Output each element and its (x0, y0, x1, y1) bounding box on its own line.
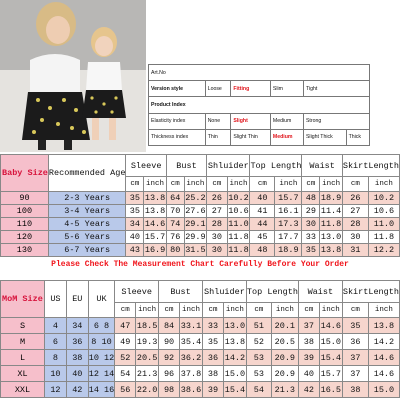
shoulder-cm-cell: 33 (202, 318, 223, 334)
unit-inch: inch (136, 303, 159, 318)
size-cell: L (1, 350, 45, 366)
bust-cm-cell: 76 (166, 231, 184, 244)
skirt-length-inch-cell: 13.8 (368, 318, 399, 334)
unit-inch: inch (368, 303, 399, 318)
eu-cell: 38 (66, 350, 88, 366)
unit-cm: cm (166, 177, 184, 192)
waist-cm-cell: 48 (302, 192, 320, 205)
shoulder-cm-cell: 35 (202, 334, 223, 350)
uk-cell: 10 12 (88, 350, 115, 366)
shoulder-header: Shluider (202, 281, 246, 303)
sleeve-inch-cell: 16.9 (144, 245, 166, 255)
top-length-inch-cell: 20.1 (271, 318, 298, 334)
top-length-cm-cell: 48 (250, 244, 275, 257)
us-cell: 8 (44, 350, 66, 366)
shoulder-cm-cell: 36 (202, 350, 223, 366)
shoulder-cm-cell: 38 (202, 366, 223, 382)
baby-size-table (0, 154, 400, 257)
sleeve-cm-cell: 47 (115, 318, 136, 334)
unit-inch: inch (144, 177, 166, 192)
size-cell: 90 (1, 192, 49, 205)
age-cell: 3-4 Years (48, 205, 126, 218)
elasticity-slight: Slight (231, 113, 271, 129)
sleeve-inch-cell: 13.8 (144, 206, 166, 216)
sleeve-cm-cell: 35 (126, 205, 144, 218)
thickness-slight-thin: Slight Thin (231, 129, 271, 145)
top-length-cm-cell: 44 (250, 218, 275, 231)
skirt-length-cm-cell: 26 (342, 192, 368, 205)
waist-cm-cell: 30 (302, 218, 320, 231)
sleeve-cm-cell: 40 (126, 231, 144, 244)
bust-cm-cell: 92 (159, 350, 180, 366)
thickness-medium: Medium (270, 129, 303, 145)
skirt-length-header: SkirtLength (342, 281, 399, 303)
shoulder-inch-cell: 10.2 (228, 193, 249, 203)
unit-inch: inch (180, 303, 203, 318)
table-row (1, 231, 400, 244)
version-loose: Loose (205, 81, 231, 97)
skirt-length-inch-cell: 14.2 (368, 334, 399, 350)
waist-inch-cell: 11.4 (320, 206, 342, 216)
bust-cm-cell: 64 (166, 192, 184, 205)
version-slim: Slim (270, 81, 303, 97)
uk-cell: 8 10 (88, 334, 115, 350)
unit-cm: cm (159, 303, 180, 318)
skirt-length-cm-cell: 37 (342, 366, 368, 382)
size-cell: XXL (1, 382, 45, 398)
eu-header: EU (66, 281, 88, 318)
waist-header: Waist (302, 155, 342, 177)
size-cell: M (1, 334, 45, 350)
shoulder-cm-cell: 30 (207, 231, 227, 244)
skirt-length-header: SkirtLength (342, 155, 399, 177)
shoulder-inch-cell: 11.0 (228, 219, 249, 229)
table-row (1, 205, 400, 218)
skirt-length-cm-cell: 28 (342, 218, 368, 231)
top-length-cm-cell: 53 (246, 350, 271, 366)
top-length-cm-cell: 52 (246, 334, 271, 350)
eu-cell: 36 (66, 334, 88, 350)
elasticity-none: None (205, 113, 231, 129)
unit-inch: inch (320, 177, 342, 192)
skirt-length-inch-cell: 10.6 (368, 205, 399, 218)
waist-cm-cell: 40 (298, 366, 319, 382)
us-cell: 10 (44, 366, 66, 382)
bust-cm-cell: 96 (159, 366, 180, 382)
unit-cm: cm (115, 303, 136, 318)
size-cell: 120 (1, 231, 49, 244)
skirt-length-inch-cell: 11.8 (368, 231, 399, 244)
waist-inch-cell: 14.6 (319, 318, 342, 334)
shoulder-cm-cell: 26 (207, 192, 227, 205)
waist-cm-cell: 37 (298, 318, 319, 334)
unit-inch: inch (271, 303, 298, 318)
bust-inch-cell: 29.1 (185, 219, 206, 229)
unit-cm: cm (342, 177, 368, 192)
size-cell: 100 (1, 205, 49, 218)
sleeve-inch-cell: 13.8 (144, 193, 166, 203)
measurement-notice: Please Check The Measurement Chart Carefully Before Your Order (51, 260, 349, 269)
skirt-length-inch-cell: 12.2 (368, 244, 399, 257)
eu-cell: 40 (66, 366, 88, 382)
waist-cm-cell: 29 (302, 205, 320, 218)
sleeve-cm-cell: 56 (115, 382, 136, 398)
bust-inch-cell: 38.6 (180, 382, 203, 398)
shoulder-inch-cell: 15.4 (223, 382, 246, 398)
shoulder-cm-cell: 27 (207, 205, 227, 218)
sleeve-cm-cell: 49 (115, 334, 136, 350)
sleeve-inch-cell: 15.7 (144, 232, 166, 242)
sleeve-inch-cell: 22.0 (136, 382, 159, 398)
shoulder-inch-cell: 13.8 (223, 334, 246, 350)
bust-header: Bust (159, 281, 203, 303)
waist-inch-cell: 11.8 (320, 219, 342, 229)
size-cell: 110 (1, 218, 49, 231)
uk-cell: 14 16 (88, 382, 115, 398)
sleeve-cm-cell: 35 (126, 192, 144, 205)
unit-inch: inch (368, 177, 399, 192)
skirt-length-cm-cell: 27 (342, 205, 368, 218)
waist-cm-cell: 38 (298, 334, 319, 350)
skirt-length-cm-cell: 35 (342, 318, 368, 334)
shoulder-inch-cell: 13.0 (223, 318, 246, 334)
age-cell: 5-6 Years (48, 231, 126, 244)
unit-cm: cm (207, 177, 227, 192)
us-cell: 12 (44, 382, 66, 398)
top-length-inch-cell: 16.1 (275, 205, 302, 218)
bust-header: Bust (166, 155, 206, 177)
waist-inch-cell: 13.0 (320, 232, 342, 242)
uk-header: UK (88, 281, 115, 318)
top-length-cm-cell: 41 (250, 205, 275, 218)
age-cell: 4-5 Years (48, 218, 126, 231)
sleeve-cm-cell: 54 (115, 366, 136, 382)
bust-inch-cell: 37.8 (180, 366, 203, 382)
elasticity-strong: Strong (303, 113, 369, 129)
top-length-cm-cell: 40 (250, 192, 275, 205)
bust-cm-cell: 70 (166, 205, 184, 218)
sleeve-inch-cell: 21.3 (136, 366, 159, 382)
product-photo (0, 0, 146, 152)
skirt-length-cm-cell: 36 (342, 334, 368, 350)
product-index-table (148, 64, 370, 146)
unit-cm: cm (250, 177, 275, 192)
waist-header: Waist (298, 281, 342, 303)
skirt-length-inch-cell: 11.0 (368, 218, 399, 231)
mother-daughter-photo (0, 0, 146, 152)
shoulder-inch-cell: 14.2 (223, 350, 246, 366)
table-row (1, 366, 400, 382)
top-length-inch-cell: 20.9 (271, 350, 298, 366)
skirt-length-inch-cell: 14.6 (368, 366, 399, 382)
sleeve-header: Sleeve (115, 281, 159, 303)
bust-inch-cell: 33.1 (180, 318, 203, 334)
skirt-length-inch-cell: 10.2 (368, 192, 399, 205)
top-length-cm-cell: 51 (246, 318, 271, 334)
skirt-length-cm-cell: 30 (342, 231, 368, 244)
top-length-cm-cell: 45 (250, 231, 275, 244)
table-row (1, 218, 400, 231)
unit-cm: cm (202, 303, 223, 318)
uk-cell: 12 14 (88, 366, 115, 382)
eu-cell: 34 (66, 318, 88, 334)
baby-size-corner: Baby Size (1, 155, 49, 192)
top-length-header: Top Length (250, 155, 302, 177)
art-no-label: Art.No (149, 65, 370, 81)
shoulder-cm-cell: 30 (207, 244, 227, 257)
thickness-thick: Thick (346, 129, 369, 145)
top-length-cm-cell: 54 (246, 382, 271, 398)
unit-cm: cm (246, 303, 271, 318)
eu-cell: 42 (66, 382, 88, 398)
waist-inch-cell: 18.9 (320, 193, 342, 203)
sleeve-inch-cell: 14.6 (144, 219, 166, 229)
unit-inch: inch (227, 177, 250, 192)
size-cell: XL (1, 366, 45, 382)
version-fitting: Fitting (231, 81, 271, 97)
unit-cm: cm (126, 177, 144, 192)
top-length-cm-cell: 53 (246, 366, 271, 382)
us-header: US (44, 281, 66, 318)
unit-cm: cm (342, 303, 368, 318)
sleeve-header: Sleeve (126, 155, 166, 177)
waist-cm-cell: 39 (298, 350, 319, 366)
top-length-inch-cell: 18.9 (275, 244, 302, 257)
bust-inch-cell: 29.9 (185, 232, 206, 242)
table-row (1, 350, 400, 366)
version-style-label: Version style (149, 81, 206, 97)
thickness-label: Thickness index (149, 129, 206, 145)
bust-inch-cell: 31.5 (185, 245, 206, 255)
top-length-inch-cell: 20.9 (271, 366, 298, 382)
shoulder-header: Shluider (207, 155, 250, 177)
us-cell: 4 (44, 318, 66, 334)
top-length-header: Top Length (246, 281, 298, 303)
skirt-length-cm-cell: 38 (342, 382, 368, 398)
sleeve-cm-cell: 52 (115, 350, 136, 366)
waist-inch-cell: 15.4 (319, 350, 342, 366)
waist-inch-cell: 13.8 (320, 245, 342, 255)
bust-cm-cell: 80 (166, 244, 184, 257)
top-length-inch-cell: 17.3 (275, 218, 302, 231)
unit-inch: inch (184, 177, 206, 192)
waist-cm-cell: 42 (298, 382, 319, 398)
skirt-length-cm-cell: 31 (342, 244, 368, 257)
skirt-length-inch-cell: 15.0 (368, 382, 399, 398)
shoulder-inch-cell: 15.0 (223, 366, 246, 382)
sleeve-cm-cell: 34 (126, 218, 144, 231)
thickness-slight-thick: Slight Thick (303, 129, 346, 145)
top-length-inch-cell: 17.7 (275, 231, 302, 244)
table-row (1, 192, 400, 205)
table-row (1, 318, 400, 334)
sleeve-inch-cell: 19.3 (136, 334, 159, 350)
bust-cm-cell: 84 (159, 318, 180, 334)
sleeve-inch-cell: 18.5 (136, 318, 159, 334)
product-index-header: Product Index (149, 97, 370, 113)
table-row (1, 244, 400, 257)
top-length-inch-cell: 21.3 (271, 382, 298, 398)
elasticity-label: Elasticity index (149, 113, 206, 129)
bust-cm-cell: 90 (159, 334, 180, 350)
top-length-inch-cell: 20.5 (271, 334, 298, 350)
elasticity-medium: Medium (270, 113, 303, 129)
shoulder-cm-cell: 39 (202, 382, 223, 398)
us-cell: 6 (44, 334, 66, 350)
shoulder-inch-cell: 11.8 (228, 232, 249, 242)
unit-cm: cm (302, 177, 320, 192)
size-cell: 130 (1, 244, 49, 257)
mom-size-table (0, 280, 400, 398)
uk-cell: 6 8 (88, 318, 115, 334)
waist-inch-cell: 15.7 (319, 366, 342, 382)
skirt-length-cm-cell: 37 (342, 350, 368, 366)
waist-cm-cell: 33 (302, 231, 320, 244)
waist-inch-cell: 16.5 (319, 382, 342, 398)
bust-inch-cell: 36.2 (180, 350, 203, 366)
table-row (1, 334, 400, 350)
age-cell: 6-7 Years (48, 244, 126, 257)
sleeve-inch-cell: 20.5 (136, 350, 159, 366)
waist-inch-cell: 15.0 (319, 334, 342, 350)
recommended-age-header: Recommended Age (48, 155, 126, 192)
size-cell: S (1, 318, 45, 334)
bust-cm-cell: 98 (159, 382, 180, 398)
waist-cm-cell: 35 (302, 244, 320, 257)
bust-cm-cell: 74 (166, 218, 184, 231)
shoulder-inch-cell: 11.8 (228, 245, 249, 255)
unit-cm: cm (298, 303, 319, 318)
shoulder-inch-cell: 10.6 (228, 206, 249, 216)
sleeve-cm-cell: 43 (126, 244, 144, 257)
unit-inch: inch (319, 303, 342, 318)
mom-size-corner: MoM Size (1, 281, 45, 318)
shoulder-cm-cell: 28 (207, 218, 227, 231)
version-tight: Tight (303, 81, 369, 97)
age-cell: 2-3 Years (48, 192, 126, 205)
unit-inch: inch (275, 177, 302, 192)
skirt-length-inch-cell: 14.6 (368, 350, 399, 366)
bust-inch-cell: 27.6 (185, 206, 206, 216)
unit-inch: inch (223, 303, 246, 318)
bust-inch-cell: 35.4 (180, 334, 203, 350)
bust-inch-cell: 25.2 (185, 193, 206, 203)
table-row (1, 382, 400, 398)
thickness-thin: Thin (205, 129, 231, 145)
top-length-inch-cell: 15.7 (275, 192, 302, 205)
